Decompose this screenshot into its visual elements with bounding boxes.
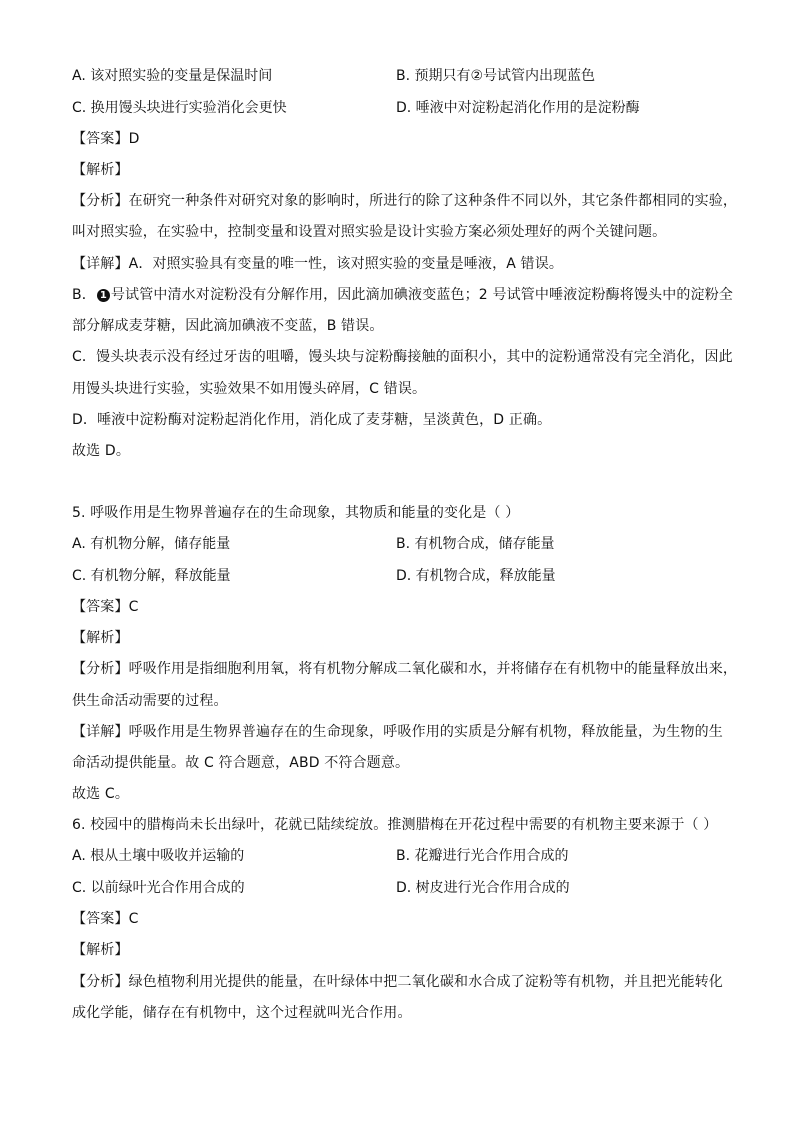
q6-fenxi-line-2: 成化学能，储存在有机物中，这个过程就叫光合作用。: [72, 1005, 412, 1021]
q4-fenxi-line-2: 叫对照实验，在实验中，控制变量和设置对照实验是设计实验方案必须处理好的两个关键问题。: [72, 224, 667, 240]
q5-xiangjie-line-1: 【详解】呼吸作用是生物界普遍存在的生命现象，呼吸作用的实质是分解有机物，释放能量，为生物的生: [72, 724, 723, 740]
q5-answer: 【答案】C: [72, 599, 139, 615]
q5-stem: 5. 呼吸作用是生物界普遍存在的生命现象，其物质和能量的变化是（ ）: [72, 505, 520, 521]
q4-explain-c-line-1: C．馒头块表示没有经过牙齿的咀嚼，馒头块与淀粉酶接触的面积小，其中的淀粉通常没有完全消化，因此: [72, 349, 733, 365]
q4-xiangjie-a: 【详解】A．对照实验具有变量的唯一性，该对照实验的变量是唾液，A 错误。: [72, 256, 564, 272]
q6-option-a: A. 根从土壤中吸收并运输的: [72, 848, 245, 864]
q5-option-b: B. 有机物合成，储存能量: [396, 536, 555, 552]
q6-answer: 【答案】C: [72, 911, 139, 927]
q4-option-b: B. 预期只有②号试管内出现蓝色: [396, 68, 596, 84]
q4-explain-b-line-2: 部分解成麦芽糖，因此滴加碘液不变蓝，B 错误。: [72, 318, 384, 334]
q4-explain-b-prefix: B．: [72, 287, 96, 303]
q5-fenxi-line-1: 【分析】呼吸作用是指细胞利用氧，将有机物分解成二氧化碳和水，并将储存在有机物中的能量释放出来，: [72, 661, 738, 677]
q4-explain-b-line-1: [72, 286, 734, 304]
q4-option-c: C. 换用馒头块进行实验消化会更快: [72, 100, 287, 116]
q5-option-d: D. 有机物合成，释放能量: [396, 568, 556, 584]
q5-option-c: C. 有机物分解，释放能量: [72, 568, 231, 584]
q4-analysis-heading: 【解析】: [72, 162, 129, 178]
circled-number-one: 1: [97, 289, 110, 302]
q6-option-d: D. 树皮进行光合作用合成的: [396, 880, 570, 896]
q4-explain-c-line-2: 用馒头块进行实验，实验效果不如用馒头碎屑，C 错误。: [72, 381, 427, 397]
q5-fenxi-line-2: 供生命活动需要的过程。: [72, 693, 228, 709]
q6-option-c: C. 以前绿叶光合作用合成的: [72, 880, 245, 896]
q5-option-a: A. 有机物分解，储存能量: [72, 536, 231, 552]
q4-explain-d: D．唾液中淀粉酶对淀粉起消化作用，消化成了麦芽糖，呈淡黄色，D 正确。: [72, 412, 552, 428]
q4-explain-b-rest: 号试管中清水对淀粉没有分解作用，因此滴加碘液变蓝色；2 号试管中唾液淀粉酶将馒头中的淀粉全: [110, 287, 734, 303]
q5-xiangjie-line-2: 命活动提供能量。故 C 符合题意，ABD 不符合题意。: [72, 755, 410, 771]
q6-stem: 6. 校园中的腊梅尚未长出绿叶，花就已陆续绽放。推测腊梅在开花过程中需要的有机物主要来源于（ ）: [72, 817, 718, 833]
q6-option-b: B. 花瓣进行光合作用合成的: [396, 848, 569, 864]
q4-option-a: A. 该对照实验的变量是保温时间: [72, 68, 273, 84]
q5-conclusion: 故选 C。: [72, 786, 129, 802]
q4-answer: 【答案】D: [72, 131, 140, 147]
q4-option-d: D. 唾液中对淀粉起消化作用的是淀粉酶: [396, 100, 640, 116]
q4-fenxi-line-1: 【分析】在研究一种条件对研究对象的影响时，所进行的除了这种条件不同以外，其它条件都相同的实验，: [72, 193, 738, 209]
q4-conclusion: 故选 D。: [72, 443, 130, 459]
q5-analysis-heading: 【解析】: [72, 630, 129, 646]
q6-fenxi-line-1: 【分析】绿色植物利用光提供的能量，在叶绿体中把二氧化碳和水合成了淀粉等有机物，并且把光能转化: [72, 974, 723, 990]
q6-analysis-heading: 【解析】: [72, 942, 129, 958]
